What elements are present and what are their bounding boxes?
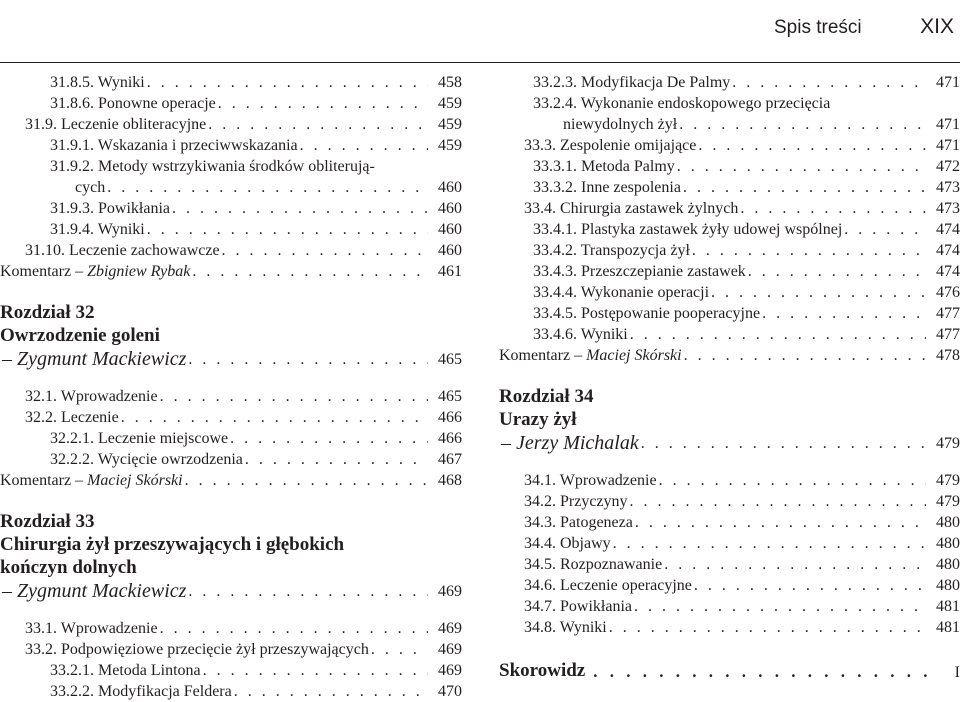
dot-leader [738,198,926,219]
chapter-title-continued: kończyn dolnych [0,557,137,578]
entry-title: Podpowięziowe przecięcie żył przeszywających [61,641,369,658]
entry-label [50,198,170,219]
running-header-page-number: XIX [920,15,954,38]
entry-title: Postępowanie pooperacyjne [581,305,761,322]
page-number: 479 [936,472,960,489]
page-number: 467 [438,451,462,468]
page-number: 468 [438,472,462,489]
dot-leader [730,72,926,93]
entry-title: Wyniki [580,326,628,343]
comment-label: Komentarz – [0,263,84,280]
chapter-33-heading [0,510,462,604]
header-rule [0,62,960,63]
dot-leader [243,449,428,470]
toc-entry-continuation [499,114,960,135]
page-number: 479 [936,493,960,510]
dot-leader [145,72,428,93]
entry-label [524,596,632,617]
page-number: 476 [936,284,960,301]
page-number: 474 [936,263,960,280]
index-title: Skorowidz [499,660,586,681]
chapter-label: Rozdział 34 [499,386,594,407]
entry-label [533,303,760,324]
entry-title: Wprowadzenie [559,472,657,489]
chapter-title: Chirurgia żył przeszywających i głębokich [0,534,345,555]
entry-label [524,554,662,575]
entry-label [50,72,145,93]
toc-column-right [499,72,960,682]
entry-number: 34.8. [524,619,556,636]
dot-leader [633,512,926,533]
entry-label [50,428,228,449]
dot-leader [677,114,926,135]
page-number: 460 [438,221,462,238]
dot-leader [681,177,926,198]
dot-leader [628,324,926,345]
entry-title: Leczenie operacyjne [560,577,692,594]
toc-entry-continuation [0,177,462,198]
comment-label: Komentarz – [0,472,84,489]
toc-entry[interactable] [499,617,960,638]
entry-title: Objawy [560,535,611,552]
chapter-author-row[interactable] [0,347,462,372]
dot-leader [662,554,926,575]
entry-title: Ponowne operacje [98,95,216,112]
entry-number: 33.3.2. [533,179,577,196]
entry-label [524,135,696,156]
page-number: I [954,664,960,681]
comment-author: Maciej Skórski [586,347,682,364]
toc-entry[interactable] [499,554,960,575]
entry-title: Wykonanie endoskopowego przecięcia [580,95,831,112]
toc-entry[interactable] [0,428,462,449]
toc-block [499,72,960,366]
entry-number: 33.2.1. [50,662,94,679]
entry-title: Powikłania [560,598,632,615]
dot-leader [657,470,926,491]
toc-entry[interactable] [0,449,462,470]
dot-leader [746,261,926,282]
toc-entry[interactable] [499,135,960,156]
entry-title: Inne zespolenia [581,179,681,196]
entry-number: 33.2. [25,641,57,658]
entry-label [25,240,220,261]
toc-entry[interactable] [0,639,462,660]
page-number: 477 [936,326,960,343]
chapter-author-row[interactable] [499,431,960,456]
toc-entry[interactable] [499,303,960,324]
dot-leader [158,386,428,407]
entry-label [25,618,158,639]
entry-label [533,240,690,261]
page-number: 466 [438,409,462,426]
toc-block [0,72,462,282]
entry-title: Modyfikacja Feldera [98,683,232,700]
entry-title: Leczenie miejscowe [98,430,229,447]
comment-author: Zbigniew Rybak [87,263,191,280]
entry-label [50,449,243,470]
page-number: 460 [438,200,462,217]
dot-leader [639,431,926,456]
toc-column-left [0,72,462,702]
toc-entry[interactable] [499,177,960,198]
toc-entry[interactable] [0,618,462,639]
entry-number: 32.2.1. [50,430,94,447]
page-number: 478 [936,347,960,364]
page-number: 470 [438,683,462,700]
chapter-label: Rozdział 33 [0,511,95,532]
page-number: 459 [438,137,462,154]
page-number: 471 [936,74,960,91]
page-number: 474 [936,221,960,238]
toc-comment-entry[interactable] [0,470,462,491]
dot-leader [696,135,926,156]
dot-leader [186,579,428,604]
entry-number: 33.4.6. [533,326,577,343]
entry-number: 32.1. [25,388,57,405]
dot-leader [228,428,428,449]
toc-entry[interactable] [499,240,960,261]
dot-leader [709,282,926,303]
page-number: 480 [936,514,960,531]
entry-title: Leczenie [61,409,119,426]
page-number: 481 [936,598,960,615]
toc-entry[interactable] [499,219,960,240]
page-number: 480 [936,577,960,594]
entry-title: Plastyka zastawek żyły udowej wspólnej [581,221,843,238]
toc-entry[interactable] [0,240,462,261]
entry-title: Patogeneza [560,514,633,531]
page-number: 481 [936,619,960,636]
toc-entry[interactable] [499,533,960,554]
entry-title: Wprowadzenie [60,620,158,637]
page-number: 460 [438,242,462,259]
dot-leader [201,660,428,681]
page-number: 479 [936,435,960,452]
toc-entry[interactable] [499,261,960,282]
page-number: 469 [438,620,462,637]
toc-comment-entry[interactable] [0,261,462,282]
entry-label [533,261,746,282]
entry-number: 34.5. [524,556,556,573]
toc-entry-line [0,156,462,177]
entry-label [50,660,201,681]
toc-entry[interactable] [499,596,960,617]
entry-number: 33.4.2. [533,242,577,259]
entry-label [524,198,738,219]
toc-entry[interactable] [0,156,462,198]
chapter-author: – Jerzy Michalak [501,432,639,454]
page-number: 471 [936,116,960,133]
entry-number: 33.3. [524,137,556,154]
entry-label [524,533,611,554]
entry-number: 31.8.6. [50,95,94,112]
entry-title: Metoda Palmy [581,158,675,175]
dot-leader [232,681,428,702]
entry-label [533,324,628,345]
entry-title: Rozpoznawanie [560,556,663,573]
toc-entry[interactable] [0,386,462,407]
entry-number: 33.3.1. [533,158,577,175]
page-number: 458 [438,74,462,91]
page-number: 469 [438,662,462,679]
entry-number: 31.9.2. [50,158,94,175]
index-entry[interactable] [499,660,960,682]
entry-title: Metody wstrzykiwania środków obliterują- [98,158,375,175]
entry-number: 33.4.5. [533,305,577,322]
page-number: 474 [936,242,960,259]
page-number: 466 [438,430,462,447]
dot-leader [842,219,926,240]
entry-number: 33.4.4. [533,284,577,301]
entry-label [25,639,369,660]
entry-title: Powikłania [98,200,170,217]
dot-leader [145,219,428,240]
page-number: 460 [438,179,462,196]
entry-label [524,617,607,638]
page-number: 477 [936,305,960,322]
toc-entry[interactable] [0,219,462,240]
entry-title: Modyfikacja De Palmy [581,74,731,91]
dot-leader [369,639,428,660]
entry-number: 34.4. [524,535,556,552]
dot-leader [585,662,934,682]
page-number: 459 [438,95,462,112]
entry-title: Wskazania i przeciwwskazania [97,137,298,154]
chapter-author-row[interactable] [0,579,462,604]
page-number: 469 [438,583,462,600]
entry-label [25,407,119,428]
entry-label [533,219,842,240]
page-number: 473 [936,179,960,196]
entry-title: Leczenie obliteracyjne [61,116,207,133]
page-number: 459 [438,116,462,133]
entry-label [524,575,692,596]
entry-title: Wprowadzenie [60,388,158,405]
toc-block [0,386,462,491]
entry-number: 33.2.4. [533,95,577,112]
dot-leader [186,347,428,372]
entry-label [524,512,633,533]
toc-entry[interactable] [499,324,960,345]
entry-number: 34.2. [524,493,556,510]
dot-leader [158,618,428,639]
entry-label [50,681,232,702]
dot-leader [628,491,926,512]
chapter-label: Rozdział 32 [0,302,95,323]
dot-leader [183,470,428,491]
entry-number: 33.4. [524,200,556,217]
toc-entry[interactable] [499,491,960,512]
chapter-34-heading [499,385,960,456]
toc-entry-line [499,93,960,114]
entry-label [25,386,158,407]
chapter-32-heading [0,301,462,372]
dot-leader [206,114,428,135]
dot-leader [690,240,926,261]
entry-number: 31.10. [25,242,65,259]
dot-leader [216,93,428,114]
entry-number: 33.2.2. [50,683,94,700]
toc-entry[interactable] [499,93,960,135]
entry-number: 31.9.4. [50,221,94,238]
dot-leader [105,177,428,198]
entry-title: Wyniki [559,619,607,636]
entry-title: Leczenie zachowawcze [69,242,220,259]
entry-label [25,114,206,135]
chapter-title: Owrzodzenie goleni [0,325,160,346]
entry-title: Wyniki [97,74,145,91]
dot-leader [190,261,428,282]
entry-title: Chirurgia zastawek żylnych [560,200,739,217]
entry-title: Metoda Lintona [98,662,201,679]
dot-leader [675,156,926,177]
chapter-title: Urazy żył [499,409,577,430]
toc-entry[interactable] [499,282,960,303]
entry-number: 33.4.3. [533,263,577,280]
entry-label [524,491,628,512]
entry-number: 33.1. [25,620,57,637]
entry-number: 33.2.3. [533,74,577,91]
comment-author: Maciej Skórski [87,472,183,489]
toc-comment-entry[interactable] [499,345,960,366]
entry-title: Wycięcie owrzodzenia [97,451,243,468]
dot-leader [682,345,926,366]
chapter-author: – Zygmunt Mackiewicz [2,348,187,370]
entry-title: Transpozycja żył [580,242,690,259]
toc-entry[interactable] [0,660,462,681]
dot-leader [632,596,926,617]
entry-number: 33.4.1. [533,221,577,238]
toc-entry[interactable] [0,135,462,156]
page-number: 473 [936,200,960,217]
page-number: 472 [936,158,960,175]
toc-entry[interactable] [499,575,960,596]
entry-title-continued: cych [75,179,106,196]
toc-entry[interactable] [499,470,960,491]
page-number: 465 [438,388,462,405]
dot-leader [611,533,926,554]
dot-leader [220,240,428,261]
page-number: 465 [438,351,462,368]
entry-title: Wykonanie operacji [580,284,710,301]
entry-number: 34.6. [524,577,556,594]
entry-label [533,156,675,177]
entry-number: 34.1. [524,472,556,489]
page-number: 480 [936,556,960,573]
comment-label: Komentarz – [499,347,583,364]
entry-title: Przyczyny [560,493,628,510]
entry-label [50,219,145,240]
toc-entry[interactable] [499,512,960,533]
dot-leader [170,198,428,219]
page-number: 480 [936,535,960,552]
chapter-author: – Zygmunt Mackiewicz [2,580,187,602]
entry-number: 31.9.3. [50,200,94,217]
entry-title: Zespolenie omijające [560,137,697,154]
entry-title: Przeszczepianie zastawek [581,263,746,280]
toc-entry[interactable] [0,93,462,114]
dot-leader [760,303,926,324]
entry-label [533,282,709,303]
entry-label [533,72,730,93]
dot-leader [692,575,926,596]
page-number: 471 [936,137,960,154]
dot-leader [298,135,428,156]
toc-block [499,470,960,638]
entry-number: 31.9. [25,116,57,133]
dot-leader [607,617,926,638]
entry-title-continued: niewydolnych żył [563,116,678,133]
entry-number: 32.2. [25,409,57,426]
entry-number: 31.9.1. [50,137,94,154]
page-number: 469 [438,641,462,658]
entry-label [50,93,216,114]
entry-label [50,135,298,156]
page-number: 461 [438,263,462,280]
entry-number: 34.7. [524,598,556,615]
toc-entry[interactable] [0,681,462,702]
toc-entry[interactable] [0,407,462,428]
toc-entry[interactable] [0,72,462,93]
entry-label [533,177,681,198]
entry-title: Wyniki [97,221,145,238]
entry-number: 31.8.5. [50,74,94,91]
toc-entry[interactable] [499,198,960,219]
toc-entry[interactable] [499,72,960,93]
toc-entry[interactable] [0,198,462,219]
dot-leader [119,407,428,428]
toc-entry[interactable] [0,114,462,135]
toc-entry[interactable] [499,156,960,177]
entry-label [524,470,657,491]
running-header-title: Spis treści [774,17,862,38]
toc-block [0,618,462,702]
entry-number: 34.3. [524,514,556,531]
entry-number: 32.2.2. [50,451,94,468]
